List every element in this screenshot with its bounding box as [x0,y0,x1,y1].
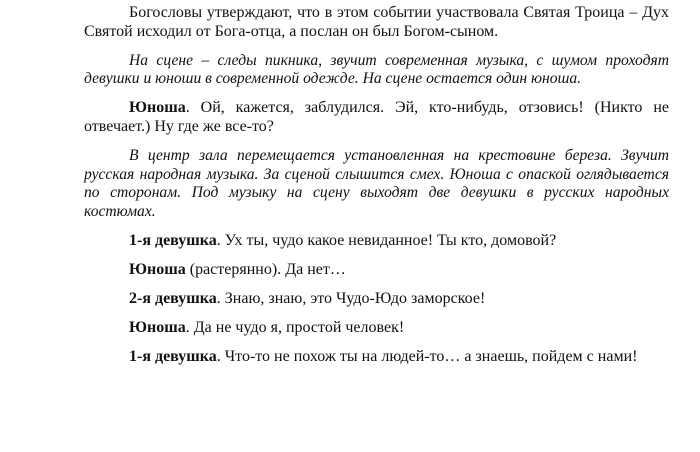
stage-direction: На сцене – следы пикника, звучит современная музыка, с шумом проходят девушки и юноши в современной одежде. На сцене остается один юноша. [84,51,669,88]
dialogue-text: . Да не чудо я, простой человек! [185,319,405,337]
dialogue-text: . Знаю, знаю, это Чудо-Юдо заморское! [216,290,486,308]
narration-paragraph: Богословы утверждают, что в этом событии участвовала Святая Троица – Дух Святой исходил от Бога-отца, а послан он был Богом-сыном. [84,4,669,40]
dialogue-text: . Что-то не похож ты на людей-то… а знаешь, пойдем с нами! [216,348,638,366]
speaker-name: Юноша [129,261,186,279]
dialogue-text: . Ух ты, чудо какое невиданное! Ты кто, домовой? [216,231,557,249]
speaker-name: 2-я девушка [129,290,217,308]
speaker-name: Юноша [129,319,186,337]
dialogue-line [84,261,669,280]
speaker-name: 1-я девушка [129,348,217,366]
dialogue-line [84,319,669,338]
stage-direction: В центр зала перемещается установленная на крестовине береза. Звучит русская народная музыка. За сценой слышится смех. Юноша с опаской оглядывается по сторонам. Под музыку на сцену выходят две девушки в русских народных костюмах. [84,147,669,220]
dialogue-line [84,99,669,136]
speaker-name: 1-я девушка [129,231,217,249]
speaker-name: Юноша [129,99,186,117]
dialogue-text: . Ой, кажется, заблудился. Эй, кто-нибудь, отзовись! (Никто не отвечает.) Ну где же все-то? [84,99,669,135]
dialogue-line [84,232,669,251]
dialogue-text: (растерянно). Да нет… [185,261,346,279]
dialogue-line [84,290,669,309]
document-page [84,4,669,377]
dialogue-line [84,348,669,367]
